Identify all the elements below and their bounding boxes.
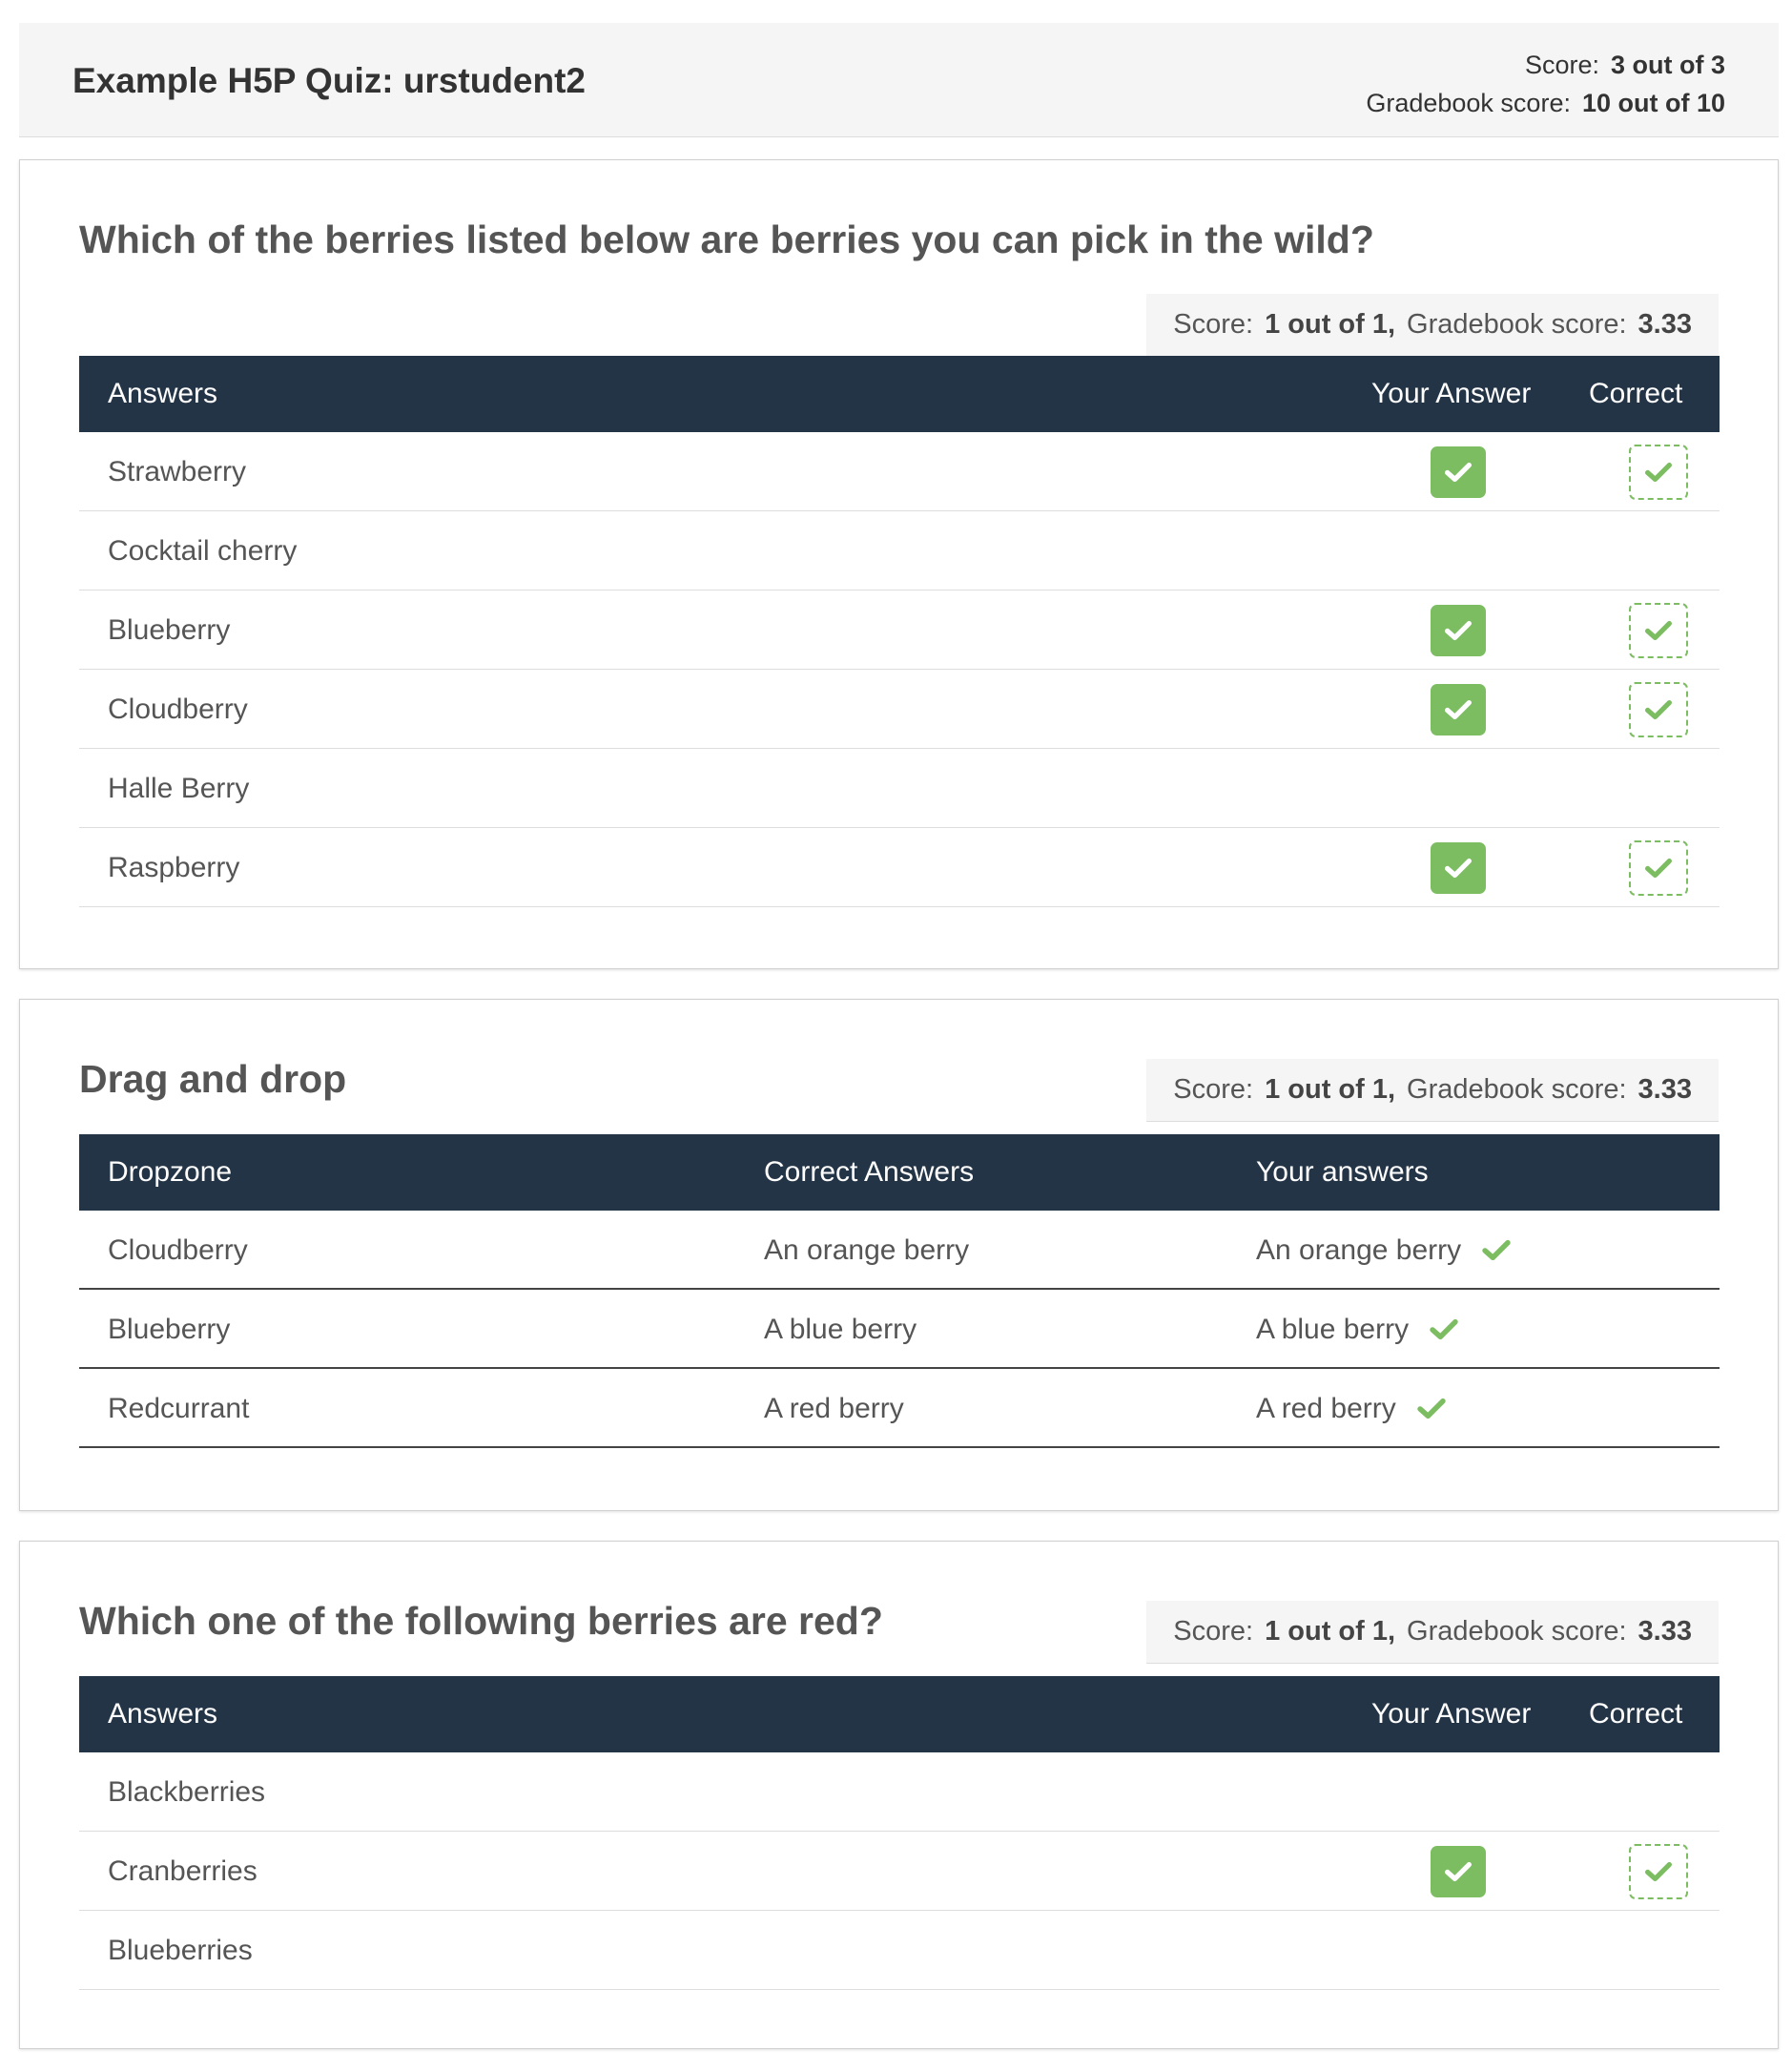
your-answer-text-value: A red berry (1256, 1393, 1396, 1424)
question-card-2 (19, 999, 1779, 1511)
correct-checkmark-icon (1629, 682, 1688, 737)
table-row (79, 828, 1720, 907)
table-header (79, 1676, 1720, 1752)
quiz-header (19, 23, 1779, 137)
correct-answer-text-value: An orange berry (764, 1234, 970, 1266)
gradebook-label: Gradebook score: (1407, 309, 1627, 340)
question-score-box (1146, 1059, 1719, 1122)
correct-answer-text (764, 1369, 904, 1448)
question-title: Which one of the following berries are red? (79, 1599, 883, 1643)
table-row (79, 432, 1720, 511)
your-answer-checkmark-icon (1431, 684, 1486, 736)
question-score-box (1146, 294, 1719, 357)
question-card-1 (19, 159, 1779, 969)
answer-label: Cranberries (108, 1855, 257, 1887)
checkmark-icon (1430, 1292, 1458, 1371)
overall-score-value: 3 out of 3 (1611, 51, 1725, 79)
score-label: Score: (1173, 309, 1254, 340)
your-answer-checkmark-icon (1431, 842, 1486, 894)
score-value: 1 out of 1, (1265, 1616, 1396, 1647)
your-answer-checkmark-icon (1431, 1846, 1486, 1897)
score-label: Score: (1173, 1616, 1254, 1647)
table-row (79, 1752, 1720, 1832)
question-title: Which of the berries listed below are berries you can pick in the wild? (79, 218, 1374, 261)
score-value: 1 out of 1, (1265, 309, 1396, 340)
answer-label: Cocktail cherry (108, 535, 298, 567)
dropzone-label-value: Redcurrant (108, 1393, 250, 1424)
table-body (79, 1752, 1720, 1990)
your-answer-text-value: A blue berry (1256, 1314, 1410, 1345)
overall-gradebook-label: Gradebook score: (1366, 89, 1571, 117)
dropzone-label-value: Blueberry (108, 1314, 231, 1345)
column-your-answers: Your answers (1256, 1156, 1429, 1188)
answers-table (79, 1676, 1720, 1990)
table-header (79, 356, 1720, 432)
table-row (79, 749, 1720, 828)
table-row (79, 1369, 1720, 1448)
column-correct: Correct (1589, 1698, 1683, 1730)
question-score-box (1146, 1601, 1719, 1664)
correct-checkmark-icon (1629, 603, 1688, 658)
your-answer-text (1256, 1211, 1511, 1292)
dropzone-label (108, 1369, 249, 1448)
your-answer-text (1256, 1290, 1458, 1371)
score-value: 1 out of 1, (1265, 1074, 1396, 1105)
table-row (79, 670, 1720, 749)
correct-answer-text (764, 1290, 917, 1369)
answer-label: Blueberry (108, 614, 231, 646)
dropzone-label-value: Cloudberry (108, 1234, 248, 1266)
your-answer-text-value: An orange berry (1256, 1234, 1462, 1266)
table-row (79, 1832, 1720, 1911)
column-correct-answers: Correct Answers (764, 1156, 975, 1188)
table-body (79, 432, 1720, 907)
overall-score-label: Score: (1524, 51, 1599, 79)
column-answers: Answers (108, 1698, 218, 1730)
column-your-answer: Your Answer (1371, 1698, 1532, 1730)
correct-checkmark-icon (1629, 1844, 1688, 1899)
your-answer-checkmark-icon (1431, 446, 1486, 498)
overall-score (1366, 46, 1725, 84)
page-title: Example H5P Quiz: urstudent2 (72, 61, 586, 100)
gradebook-value: 3.33 (1638, 1616, 1692, 1647)
column-correct: Correct (1589, 378, 1683, 409)
your-answer-checkmark-icon (1431, 605, 1486, 656)
answer-label: Blueberries (108, 1935, 253, 1966)
gradebook-value: 3.33 (1638, 309, 1692, 340)
overall-gradebook-score (1366, 84, 1725, 122)
question-title: Drag and drop (79, 1057, 347, 1101)
overall-scores (1366, 46, 1725, 122)
table-row (79, 591, 1720, 670)
overall-gradebook-value: 10 out of 10 (1581, 89, 1725, 117)
dropzone-label (108, 1211, 248, 1290)
dropzone-label (108, 1290, 230, 1369)
column-your-answer: Your Answer (1371, 378, 1532, 409)
table-body (79, 1211, 1720, 1448)
answers-table (79, 356, 1720, 907)
answer-label: Blackberries (108, 1776, 266, 1808)
question-card-3 (19, 1541, 1779, 2049)
correct-answer-text-value: A red berry (764, 1393, 904, 1424)
answer-label: Strawberry (108, 456, 247, 487)
correct-answer-text (764, 1211, 969, 1290)
table-row (79, 1911, 1720, 1990)
correct-answer-text-value: A blue berry (764, 1314, 917, 1345)
column-dropzone: Dropzone (108, 1156, 233, 1188)
table-header (79, 1134, 1720, 1211)
dropzone-table (79, 1134, 1720, 1448)
answer-label: Cloudberry (108, 694, 248, 725)
column-answers: Answers (108, 378, 218, 409)
correct-checkmark-icon (1629, 840, 1688, 896)
score-label: Score: (1173, 1074, 1254, 1105)
checkmark-icon (1482, 1212, 1511, 1292)
table-row (79, 1290, 1720, 1369)
table-row (79, 1211, 1720, 1290)
answer-label: Halle Berry (108, 773, 250, 804)
gradebook-label: Gradebook score: (1407, 1074, 1627, 1105)
table-row (79, 511, 1720, 591)
correct-checkmark-icon (1629, 445, 1688, 500)
checkmark-icon (1417, 1371, 1446, 1450)
gradebook-label: Gradebook score: (1407, 1616, 1627, 1647)
gradebook-value: 3.33 (1638, 1074, 1692, 1105)
your-answer-text (1256, 1369, 1446, 1450)
answer-label: Raspberry (108, 852, 240, 883)
